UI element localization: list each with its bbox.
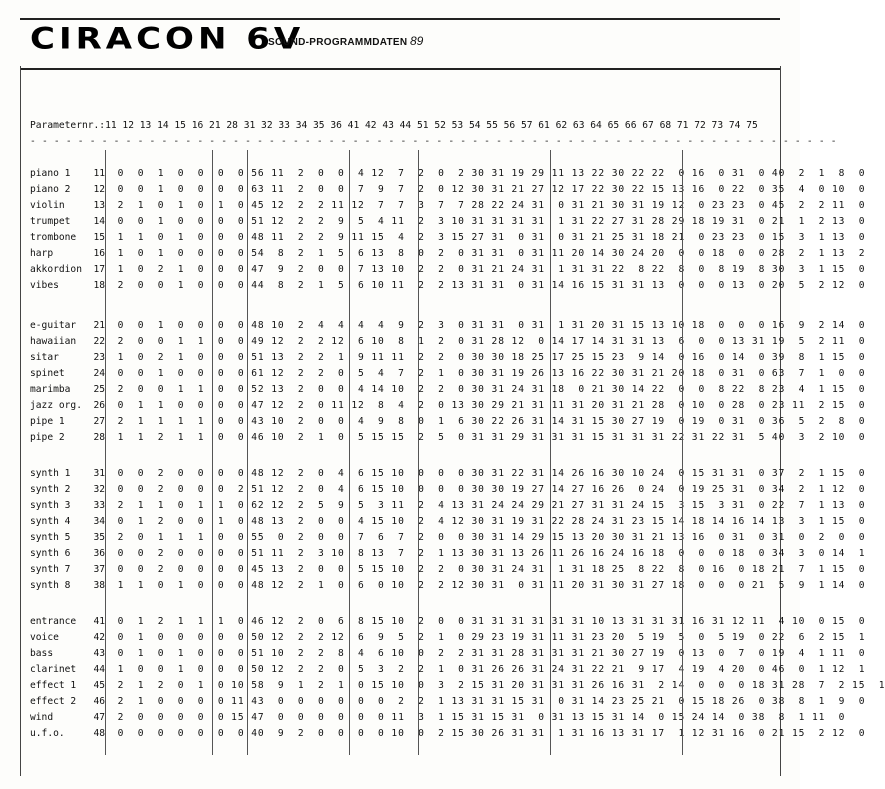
sound-number: 14 (93, 216, 105, 227)
sound-name: piano 2 (30, 184, 71, 195)
parameter-values: 1 0 2 1 0 0 0 51 13 2 2 1 9 11 11 2 2 0 30 30 18 25 17 25 15 23 9 14 0 16 0 14 0 39 8 1 15 0 (111, 352, 866, 363)
sound-number: 27 (93, 416, 105, 427)
parameter-values: 2 0 0 1 0 0 0 44 8 2 1 5 6 10 11 2 2 13 31 31 0 31 14 16 15 31 31 13 0 0 0 13 0 20 5 2 12 0 (111, 280, 866, 291)
parameter-values: 2 0 0 1 1 0 0 52 13 2 0 0 4 14 10 2 2 0 30 31 24 31 18 0 21 30 14 22 0 0 8 22 8 23 4 1 15 0 (111, 384, 866, 395)
logo: CIRACON 6V (30, 22, 305, 56)
sound-name: synth 4 (30, 516, 71, 527)
parameter-values: 2 0 0 1 1 0 0 49 12 2 2 12 6 10 8 1 2 0 31 28 12 0 14 17 14 31 31 13 6 0 0 13 31 19 5 2 11 0 (111, 336, 866, 347)
parameter-header: Parameternr.:11 12 13 14 15 16 21 28 31 32 33 34 35 36 41 42 43 44 51 52 53 54 55 56 57 61 62 63 64 65 66 67 68 71 72 73 74 75 (30, 120, 758, 131)
sound-name: harp (30, 248, 54, 259)
sound-name: trombone (30, 232, 77, 243)
sheet-year: 89 (410, 34, 424, 48)
sound-name: synth 5 (30, 532, 71, 543)
parameter-values: 2 1 1 1 1 0 0 43 10 2 0 0 4 9 8 0 1 6 30 22 26 31 14 31 15 30 27 19 0 19 0 31 0 36 5 2 8 0 (111, 416, 866, 427)
sound-number: 21 (93, 320, 105, 331)
sound-number: 32 (93, 484, 105, 495)
header-divider: - - - - - - - - - - - - - - - - - - - - - - - - - - - - - - - - - - - - - - - - - - - - - - - - - - - - - - - - - - - - - - - - - - - - (30, 136, 837, 147)
sound-number: 47 (93, 712, 105, 723)
parameter-values: 1 0 1 0 0 0 0 54 8 2 1 5 6 13 8 0 2 0 31 31 0 31 11 20 14 30 24 20 0 0 18 0 0 28 2 1 13 2 (111, 248, 866, 259)
sound-number: 15 (93, 232, 105, 243)
sound-number: 16 (93, 248, 105, 259)
sound-name: synth 1 (30, 468, 71, 479)
parameter-values: 2 1 2 0 1 0 10 58 9 1 2 1 0 15 10 0 3 2 15 31 20 31 31 31 26 16 31 2 14 0 0 0 18 31 28 7 2 15 1 (111, 680, 885, 691)
sound-number: 31 (93, 468, 105, 479)
parameter-values: 0 1 0 0 0 0 0 50 12 2 2 12 6 9 5 2 1 0 29 23 19 31 11 31 23 20 5 19 5 0 5 19 0 22 6 2 15 1 (111, 632, 866, 643)
sound-name: u.f.o. (30, 728, 65, 739)
parameter-values: 0 1 2 1 1 1 0 46 12 2 0 6 8 15 10 2 0 0 31 31 31 31 31 31 10 13 31 31 31 16 31 12 11 4 10 0 15 0 (111, 616, 866, 627)
sound-name: hawaiian (30, 336, 77, 347)
sound-name: wind (30, 712, 54, 723)
parameter-values: 2 0 1 1 1 0 0 55 0 2 0 0 7 6 7 2 0 0 30 31 14 29 15 13 20 30 31 21 13 16 0 31 0 31 0 2 0 0 (111, 532, 866, 543)
sound-number: 12 (93, 184, 105, 195)
parameter-values: 0 0 0 0 0 0 0 40 9 2 0 0 0 0 10 0 2 15 30 26 31 31 1 31 16 13 31 17 1 12 31 16 0 21 15 2 12 0 (111, 728, 866, 739)
sound-name: spinet (30, 368, 65, 379)
sound-name: pipe 1 (30, 416, 65, 427)
parameter-values: 0 0 2 0 0 0 0 48 12 2 0 4 6 15 10 0 0 0 30 31 22 31 14 26 16 30 10 24 0 15 31 31 0 37 2 1 15 0 (111, 468, 866, 479)
column-separator (418, 150, 419, 755)
parameter-values: 1 1 0 1 0 0 0 48 12 2 1 0 6 0 10 2 2 12 30 31 0 31 11 20 31 30 31 27 18 0 0 0 21 5 9 1 14 0 (111, 580, 866, 591)
parameter-values: 1 1 2 1 1 0 0 46 10 2 1 0 5 15 15 2 5 0 31 31 29 31 31 31 15 31 31 31 22 31 22 31 5 40 3 2 10 0 (111, 432, 866, 443)
sheet-subtitle: SOUND-PROGRAMMDATEN (268, 37, 408, 48)
sound-name: effect 2 (30, 696, 77, 707)
sound-name: bass (30, 648, 54, 659)
sound-number: 48 (93, 728, 105, 739)
parameter-values: 0 1 0 1 0 0 0 51 10 2 2 8 4 6 10 0 2 2 31 31 28 31 31 31 21 30 27 19 0 13 0 7 0 19 4 1 11 0 (111, 648, 866, 659)
sound-name: effect 1 (30, 680, 77, 691)
sound-number: 34 (93, 516, 105, 527)
sound-number: 46 (93, 696, 105, 707)
sound-number: 28 (93, 432, 105, 443)
sound-number: 13 (93, 200, 105, 211)
parameter-values: 0 0 1 0 0 0 0 51 12 2 2 9 5 4 11 2 3 10 31 31 31 31 1 31 22 27 31 28 29 18 19 31 0 21 1 2 13 0 (111, 216, 866, 227)
sound-number: 33 (93, 500, 105, 511)
left-border (20, 66, 21, 776)
sound-name: entrance (30, 616, 77, 627)
parameter-values: 2 0 0 0 0 0 15 47 0 0 0 0 0 0 11 3 1 15 31 15 31 0 31 13 15 31 14 0 15 24 14 0 38 8 1 11 0 (111, 712, 846, 723)
column-separator (682, 150, 683, 755)
sound-number: 23 (93, 352, 105, 363)
sound-number: 35 (93, 532, 105, 543)
column-separator (212, 150, 213, 755)
parameter-values: 0 0 1 0 0 0 0 56 11 2 0 0 4 12 7 2 0 2 30 31 19 29 11 13 22 30 22 22 0 16 0 31 0 40 2 1 8 0 (111, 168, 866, 179)
sound-number: 26 (93, 400, 105, 411)
parameter-values: 0 0 1 0 0 0 0 48 10 2 4 4 4 4 9 2 3 0 31 31 0 31 1 31 20 31 15 13 10 18 0 0 0 16 9 2 14 0 (111, 320, 866, 331)
column-separator (247, 150, 248, 755)
sound-number: 36 (93, 548, 105, 559)
sound-name: synth 2 (30, 484, 71, 495)
column-separator (105, 150, 106, 755)
sound-number: 24 (93, 368, 105, 379)
sound-number: 43 (93, 648, 105, 659)
sound-name: synth 3 (30, 500, 71, 511)
parameter-values: 2 1 0 1 0 1 0 45 12 2 2 11 12 7 7 3 7 7 28 22 24 31 0 31 21 30 31 19 12 0 23 23 0 45 2 2 11 0 (111, 200, 866, 211)
parameter-values: 0 0 2 0 0 0 0 45 13 2 0 0 5 15 10 2 2 0 30 31 24 31 1 31 18 25 8 22 8 0 16 0 18 21 7 1 15 0 (111, 564, 866, 575)
parameter-values: 0 0 1 0 0 0 0 61 12 2 2 0 5 4 7 2 1 0 30 31 19 26 13 16 22 30 31 21 20 18 0 31 0 63 7 1 0 0 (111, 368, 866, 379)
parameter-values: 0 0 1 0 0 0 0 63 11 2 0 0 7 9 7 2 0 12 30 31 21 27 12 17 22 30 22 15 13 16 0 22 0 35 4 0 10 0 (111, 184, 866, 195)
column-separator (349, 150, 350, 755)
sound-name: violin (30, 200, 65, 211)
sound-name: synth 7 (30, 564, 71, 575)
parameter-values: 0 0 2 0 0 0 2 51 12 2 0 4 6 15 10 0 0 0 30 30 19 27 14 27 16 26 0 24 0 19 25 31 0 34 2 1 12 0 (111, 484, 866, 495)
sound-name: jazz org. (30, 400, 82, 411)
sound-name: marimba (30, 384, 71, 395)
sound-name: pipe 2 (30, 432, 65, 443)
sound-number: 17 (93, 264, 105, 275)
sound-number: 42 (93, 632, 105, 643)
sound-number: 22 (93, 336, 105, 347)
sound-name: trumpet (30, 216, 71, 227)
sound-name: piano 1 (30, 168, 71, 179)
parameter-values: 2 1 0 0 0 0 11 43 0 0 0 0 0 0 2 2 1 13 31 31 15 31 0 31 14 23 25 21 0 15 18 26 0 38 8 1 9 0 (111, 696, 866, 707)
parameter-values: 1 1 0 1 0 0 0 48 11 2 2 9 11 15 4 2 3 15 27 31 0 31 0 31 21 25 31 18 21 0 23 23 0 15 3 1 13 0 (111, 232, 866, 243)
sound-name: e-guitar (30, 320, 77, 331)
sound-number: 38 (93, 580, 105, 591)
sound-number: 37 (93, 564, 105, 575)
sound-name: sitar (30, 352, 59, 363)
parameter-values: 0 1 2 0 0 1 0 48 13 2 0 0 4 15 10 2 4 12 30 31 19 31 22 28 24 31 23 15 14 18 14 16 14 13 3 1 15 0 (111, 516, 866, 527)
sound-name: synth 6 (30, 548, 71, 559)
sound-number: 11 (93, 168, 105, 179)
sound-name: vibes (30, 280, 59, 291)
sound-name: akkordion (30, 264, 82, 275)
sound-name: clarinet (30, 664, 77, 675)
sound-number: 18 (93, 280, 105, 291)
parameter-values: 1 0 2 1 0 0 0 47 9 2 0 0 7 13 10 2 2 0 31 21 24 31 1 31 31 22 8 22 8 0 8 19 8 30 3 1 15 0 (111, 264, 866, 275)
sound-number: 41 (93, 616, 105, 627)
column-separator (550, 150, 551, 755)
parameter-values: 1 0 0 1 0 0 0 50 12 2 2 0 5 3 2 2 1 0 31 26 26 31 24 31 22 21 9 17 4 19 4 20 0 46 0 1 12 1 (111, 664, 866, 675)
sound-number: 45 (93, 680, 105, 691)
parameter-values: 0 1 1 0 0 0 0 47 12 2 0 11 12 8 4 2 0 13 30 29 21 31 11 31 20 31 21 28 0 10 0 28 0 23 11 2 15 0 (111, 400, 866, 411)
sound-number: 25 (93, 384, 105, 395)
sound-name: synth 8 (30, 580, 71, 591)
parameter-values: 2 1 1 0 1 1 0 62 12 2 5 9 5 3 11 2 4 13 31 24 24 29 21 27 31 31 24 15 3 15 3 31 0 22 7 1 13 0 (111, 500, 866, 511)
parameter-values: 0 0 2 0 0 0 0 51 11 2 3 10 8 13 7 2 1 13 30 31 13 26 11 26 16 24 16 18 0 0 0 18 0 34 3 0 14 1 (111, 548, 866, 559)
sound-name: voice (30, 632, 59, 643)
sound-number: 44 (93, 664, 105, 675)
